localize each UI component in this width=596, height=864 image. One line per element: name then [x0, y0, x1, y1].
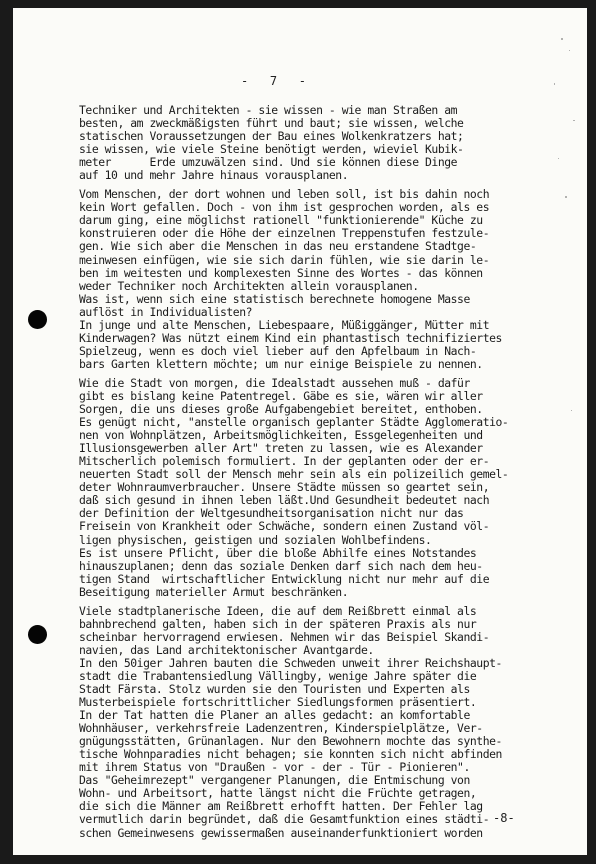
text-line: gen. Wie sich aber die Menschen in das neu erstandene Stadtge-: [79, 239, 477, 254]
text-line: Sorgen, die uns dieses große Aufgabengebiet bereitet, enthoben.: [79, 402, 483, 417]
text-line: gnügungsstätten, Grünanlagen. Nur den Bewohnern mochte das synthe-: [79, 734, 502, 749]
text-line: Kinderwagen? Was nützt einem Kind ein phantastisch technifiziertes: [79, 330, 502, 345]
text-line: Beseitigung materieller Armut beschränken.: [79, 584, 349, 599]
text-line: auf 10 und mehr Jahre hinaus vorausplanen.: [79, 168, 349, 183]
text-line: bars Garten klettern möchte; um nur einige Beispiele zu nennen.: [79, 356, 483, 371]
text-line: Stadt Färsta. Stolz wurden sie den Touristen und Experten als: [79, 682, 470, 697]
text-line: bahnbrechend galten, haben sich in der späteren Praxis als nur: [79, 616, 477, 631]
text-line: Es ist unsere Pflicht, über die bloße Abhilfe eines Notstandes: [79, 545, 477, 560]
text-line: vermutlich darin begründet, daß die Gesamtfunktion eines städti-: [79, 812, 490, 827]
paragraph-3: [79, 377, 579, 599]
text-line: Viele stadtplanerische Ideen, die auf dem Reißbrett einmal als: [79, 603, 477, 618]
text-line: besten, am zweckmäßigsten führt und baut; sie wissen, welche: [79, 116, 464, 131]
text-line: Wohnhäuser, verkehrsfreie Ladenzentren, Kinderspielplätze, Ver-: [79, 721, 483, 736]
text-line: nen von Wohnplätzen, Arbeitsmöglichkeiten, Essgelegenheiten und: [79, 428, 483, 443]
text-line: tische Wohnparadies nicht behagen; sie konnten sich nicht abfinden: [79, 747, 502, 762]
paragraph-1: [79, 104, 579, 182]
paragraph-2: [79, 188, 579, 371]
text-line: Vom Menschen, der dort wohnen und leben soll, ist bis dahin noch: [79, 187, 490, 202]
document-page: [13, 8, 587, 855]
text-line: Freisein von Krankheit oder Schwäche, sondern einen Zustand völ-: [79, 519, 490, 534]
scan-speck: [554, 83, 555, 85]
text-line: gibt es bislang keine Patentregel. Gäbe es sie, wären wir aller: [79, 388, 483, 403]
text-line: daß sich gesund in ihnen leben läßt.Und Gesundheit bedeutet nach: [79, 493, 490, 508]
scan-speck: [569, 50, 570, 51]
text-line: In den 50iger Jahren bauten die Schweden unweit ihrer Reichshaupt-: [79, 655, 502, 670]
text-line: neuerten Stadt soll der Mensch mehr sein als ein polizeilich gemel-: [79, 467, 509, 482]
text-line: ligen physischen, geistigen und sozialen Wohlbefindens.: [79, 532, 432, 547]
punch-hole-lower: [28, 625, 47, 644]
scan-speck: [561, 38, 563, 40]
text-line: deter Wohnraumverbraucher. Unsere Städte müssen so geartet sein,: [79, 480, 490, 495]
text-line: In junge und alte Menschen, Liebespaare, Müßiggänger, Mütter mit: [79, 317, 490, 332]
text-line: In der Tat hatten die Planer an alles gedacht: an komfortable: [79, 708, 470, 723]
text-line: Musterbeispiele fortschrittlicher Siedlungsformen präsentiert.: [79, 695, 477, 710]
text-line: Mitscherlich polemisch formuliert. In der geplanten oder der er-: [79, 454, 490, 469]
text-line: Techniker und Architekten - sie wissen - wie man Straßen am: [79, 103, 458, 117]
paragraph-4: [79, 605, 579, 840]
text-line: sie wissen, wie viele Steine benötigt werden, wieviel Kubik-: [79, 142, 464, 157]
text-line: navien, das Land architektonischer Avantgarde.: [79, 642, 374, 657]
text-line: Illusionsgewerben aller Art" treten zu lassen, wie es Alexander: [79, 441, 483, 456]
text-line: weder Techniker noch Architekten allein vorausplanen.: [79, 278, 419, 293]
text-line: Das "Geheimrezept" vergangener Planungen, die Entmischung von: [79, 773, 470, 788]
text-line: Es genügt nicht, "anstelle organisch geplanter Städte Agglomeratio-: [79, 415, 509, 430]
text-line: kein Wort gefallen. Doch - von ihm ist gesprochen worden, als es: [79, 200, 490, 215]
text-line: Wie die Stadt von morgen, die Idealstadt aussehen muß - dafür: [79, 375, 470, 390]
text-line: stadt die Trabantensiedlung Vällingby, wenige Jahre später die: [79, 668, 477, 683]
next-page-marker: -8-: [493, 811, 515, 825]
punch-hole-upper: [28, 310, 47, 329]
text-line: Was ist, wenn sich eine statistisch berechnete homogene Masse: [79, 291, 470, 306]
text-line: meinwesen einfügen, wie sie sich darin fühlen, wie sie darin le-: [79, 252, 490, 267]
text-line: schen Gemeinwesens gewissermaßen auseinanderfunktioniert worden: [79, 825, 483, 840]
text-line: ben im weitesten und komplexesten Sinne des Wortes - das können: [79, 265, 483, 280]
text-line: tigen Stand wirtschaftlicher Entwicklung nicht nur mehr auf die: [79, 571, 490, 586]
text-line: Spielzeug, wenn es doch viel lieber auf den Apfelbaum in Nach-: [79, 343, 477, 358]
text-line: mit ihrem Status von "Draußen - vor - der - Tür - Pionieren".: [79, 760, 470, 775]
text-line: darum ging, eine möglichst rationell "funktionierende" Küche zu: [79, 213, 483, 228]
text-line: hinauszuplanen; denn das soziale Denken darf sich nach dem heu-: [79, 558, 483, 573]
text-line: der Definition der Weltgesundheitsorganisation nicht nur das: [79, 506, 464, 521]
text-line: meter Erde umzuwälzen sind. Und sie können diese Dinge: [79, 155, 458, 170]
body-text: [79, 104, 579, 846]
page-number: - 7 -: [241, 74, 307, 88]
text-line: scheinbar hervorragend erwiesen. Nehmen wir das Beispiel Skandi-: [79, 629, 490, 644]
text-line: auflöst in Individualisten?: [79, 304, 253, 319]
text-line: statischen Voraussetzungen der Bau eines Wolkenkratzers hat;: [79, 129, 464, 144]
text-line: konstruieren oder die Höhe der einzelnen Treppenstufen festzule-: [79, 226, 490, 241]
text-line: die sich die Männer am Reißbrett erhofft hatten. Der Fehler lag: [79, 799, 483, 814]
text-line: Wohn- und Arbeitsort, hatte längst nicht die Früchte getragen,: [79, 786, 477, 801]
